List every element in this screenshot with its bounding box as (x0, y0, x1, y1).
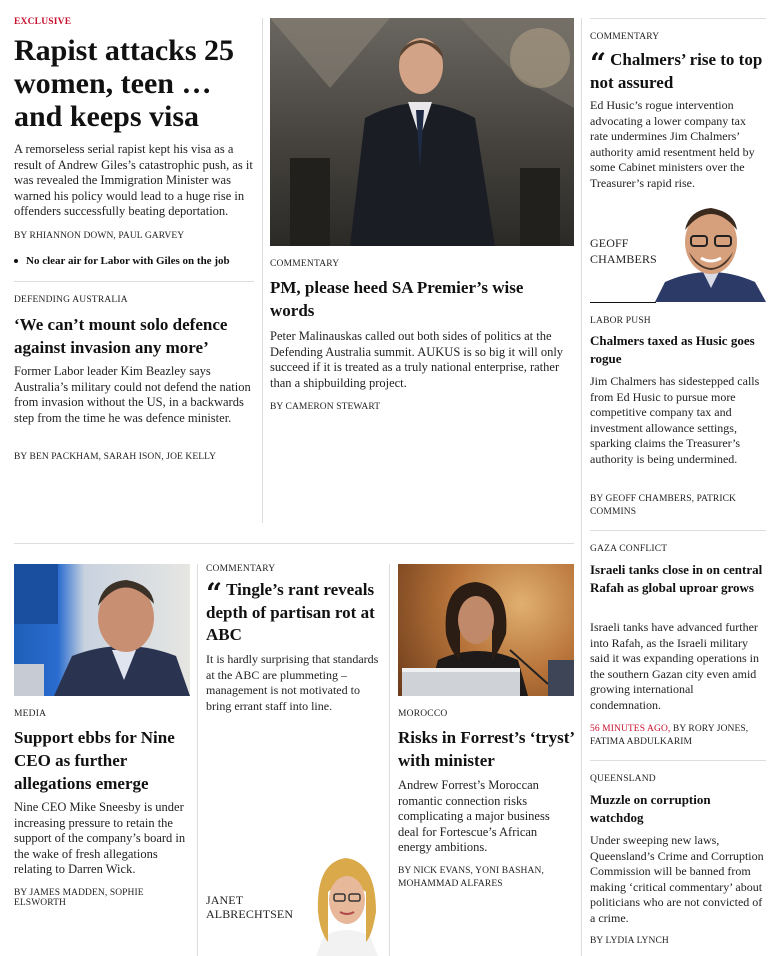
column-divider (262, 18, 263, 523)
section-divider (14, 543, 574, 544)
lead-related-label: No clear air for Labor with Giles on the job (26, 255, 230, 267)
defence-kicker[interactable]: DEFENDING AUSTRALIA (14, 295, 128, 305)
pm-byline: BY CAMERON STEWART (270, 402, 381, 412)
media-kicker[interactable]: MEDIA (14, 709, 47, 719)
queensland-summary: Under sweeping new laws, Queensland’s Crime and Corruption Commission will be banned from making ‘critical commentary’ about politicians who are not convicted of a crime. (590, 833, 764, 925)
media-byline: BY JAMES MADDEN, SOPHIE ELSWORTH (14, 888, 144, 908)
labor-push-summary: Jim Chalmers has sidestepped calls from Ed Husic to pursue more competitive company tax and investment allowance settings, sparking claims the Treasurer’s authority is being undermined. (590, 374, 760, 466)
labor-push-headline[interactable]: Chalmers taxed as Husic goes rogue (590, 333, 755, 366)
abc-headline[interactable]: “ Tingle’s rant reveals depth of partisan rot at ABC (206, 577, 375, 644)
author-avatar (655, 196, 766, 302)
morocco-article-photo[interactable] (398, 564, 574, 696)
labor-push-kicker[interactable]: LABOR PUSH (590, 316, 651, 326)
column-divider (581, 18, 582, 956)
lead-byline: BY RHIANNON DOWN, PAUL GARVEY (14, 231, 185, 241)
queensland-headline[interactable]: Muzzle on corruption watchdog (590, 792, 711, 825)
author-name[interactable]: GEOFF CHAMBERS (590, 236, 657, 266)
timestamp: 56 MINUTES AGO, (590, 724, 671, 734)
bullet-icon (14, 259, 18, 263)
divider (14, 281, 254, 282)
gaza-kicker[interactable]: GAZA CONFLICT (590, 544, 668, 554)
queensland-byline: BY LYDIA LYNCH (590, 936, 669, 946)
author-name[interactable]: JANET ALBRECHTSEN (206, 893, 294, 921)
lead-summary: A remorseless serial rapist kept his visa as a result of Andrew Giles’s catastrophic push, as it was revealed the Immigration Minister was warned his policy would lead to a huge rise in offenders successfully beating deportation. (14, 142, 253, 218)
defence-headline[interactable]: ‘We can’t mount solo defence against invasion any more’ (14, 315, 228, 357)
divider (590, 18, 766, 19)
media-article-photo[interactable] (14, 564, 190, 696)
abc-kicker[interactable]: COMMENTARY (206, 564, 276, 574)
man-speaking-photo (14, 564, 190, 696)
lead-kicker[interactable]: EXCLUSIVE (14, 17, 72, 27)
morocco-summary: Andrew Forrest’s Moroccan romantic connection risks complicating a major business deal for Fortescue’s African energy ambitions. (398, 778, 550, 854)
lead-headline[interactable]: Rapist attacks 25 women, teen … and keeps visa (14, 34, 235, 133)
pm-summary: Peter Malinauskas called out both sides of politics at the Defending Australia summit. AUKUS is so big it will only succeed if it is treated as a truly national enterprise, rather than a shipbuilding project. (270, 329, 564, 390)
defence-byline: BY BEN PACKHAM, SARAH ISON, JOE KELLY (14, 452, 217, 462)
gaza-summary: Israeli tanks have advanced further into Rafah, as the Israeli military said it was expanding operations in the southern Gazan city even amid growing international condemnation. (590, 620, 759, 712)
pm-headline[interactable]: PM, please heed SA Premier’s wise words (270, 278, 524, 320)
divider (590, 302, 656, 303)
quote-icon: “ (206, 577, 223, 610)
chalmers-comment-summary: Ed Husic’s rogue intervention advocating a lower company tax rate undermines Jim Chalmers’ authority amid resentment held by some Cabinet ministers over the Treasurer’s rapid rise. (590, 98, 755, 190)
lead-related-link[interactable] (14, 255, 259, 267)
media-summary: Nine CEO Mike Sneesby is under increasing pressure to retain the support of the company’s board in the wake of fresh allegations relating to Darren Wick. (14, 800, 186, 876)
labor-push-byline: BY GEOFF CHAMBERS, PATRICK COMMINS (590, 494, 737, 517)
column-divider (389, 564, 390, 956)
morocco-headline[interactable]: Risks in Forrest’s ‘tryst’ with minister (398, 728, 574, 770)
chalmers-comment-kicker[interactable]: COMMENTARY (590, 32, 660, 42)
woman-at-lectern-photo (398, 564, 574, 696)
morocco-byline: BY NICK EVANS, YONI BASHAN, MOHAMMAD ALFARES (398, 866, 544, 889)
man-in-suit-photo (270, 18, 574, 246)
column-divider (197, 564, 198, 956)
gaza-headline[interactable]: Israeli tanks close in on central Rafah as global uproar grows (590, 562, 763, 595)
morocco-kicker[interactable]: MOROCCO (398, 709, 448, 719)
abc-summary: It is hardly surprising that standards at the ABC are plummeting – management is not motivated to bring errant staff into line. (206, 652, 379, 713)
defence-summary: Former Labor leader Kim Beazley says Australia’s military could not defend the nation from invasion without the US, in a backwards step from the time he was defence minister. (14, 364, 251, 425)
media-headline[interactable]: Support ebbs for Nine CEO as further allegations emerge (14, 728, 175, 793)
author-avatar (310, 852, 382, 956)
gaza-byline: 56 MINUTES AGO, BY RORY JONES, FATIMA ABDULKARIM (590, 724, 749, 747)
divider (590, 530, 766, 531)
chalmers-comment-headline[interactable]: “ Chalmers’ rise to top not assured (590, 47, 763, 92)
queensland-kicker[interactable]: QUEENSLAND (590, 774, 656, 784)
divider (590, 760, 766, 761)
pm-article-photo[interactable] (270, 18, 574, 246)
quote-icon: “ (590, 47, 607, 80)
pm-kicker[interactable]: COMMENTARY (270, 259, 340, 269)
